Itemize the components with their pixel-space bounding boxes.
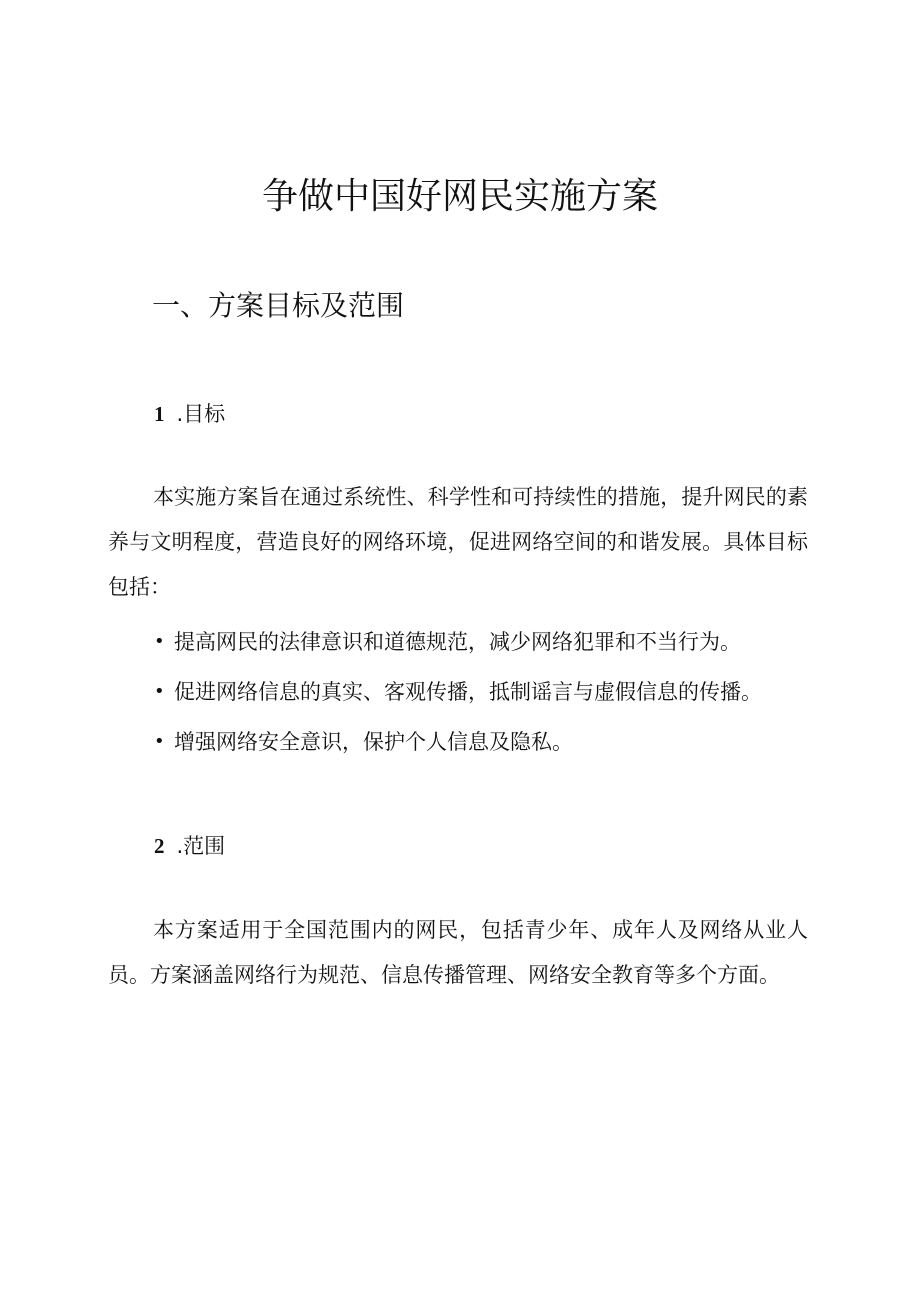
- subsection-number: 1: [154, 402, 165, 426]
- list-item-text: 提高网民的法律意识和道德规范，减少网络犯罪和不当行为。: [174, 630, 741, 654]
- list-item-text: 促进网络信息的真实、客观传播，抵制谣言与虚假信息的传播。: [174, 680, 762, 704]
- subsection-label: .范围: [176, 834, 226, 858]
- list-item: [152, 617, 762, 667]
- subsection-heading-scope: [154, 831, 225, 861]
- scope-paragraph: 本方案适用于全国范围内的网民，包括青少年、成年人及网络从业人员。方案涵盖网络行为规范、信息传播管理、网络安全教育等多个方面。: [108, 918, 808, 987]
- subsection-label: .目标: [176, 402, 226, 426]
- subsection-heading-goal: [154, 399, 225, 429]
- goal-bullet-list: [152, 617, 762, 767]
- bullet-icon: •: [154, 681, 165, 702]
- subsection-number: 2: [154, 834, 165, 858]
- bullet-icon: •: [154, 731, 165, 752]
- list-item: [152, 667, 762, 717]
- goal-paragraph: 本实施方案旨在通过系统性、科学性和可持续性的措施，提升网民的素养与文明程度，营造良好的网络环境，促进网络空间的和谐发展。具体目标包括：: [108, 485, 808, 599]
- section-heading: 一、方案目标及范围: [152, 289, 405, 322]
- list-item: [152, 717, 762, 767]
- document-title: 争做中国好网民实施方案: [261, 176, 658, 217]
- bullet-icon: •: [154, 631, 165, 652]
- list-item-text: 增强网络安全意识，保护个人信息及隐私。: [174, 730, 573, 754]
